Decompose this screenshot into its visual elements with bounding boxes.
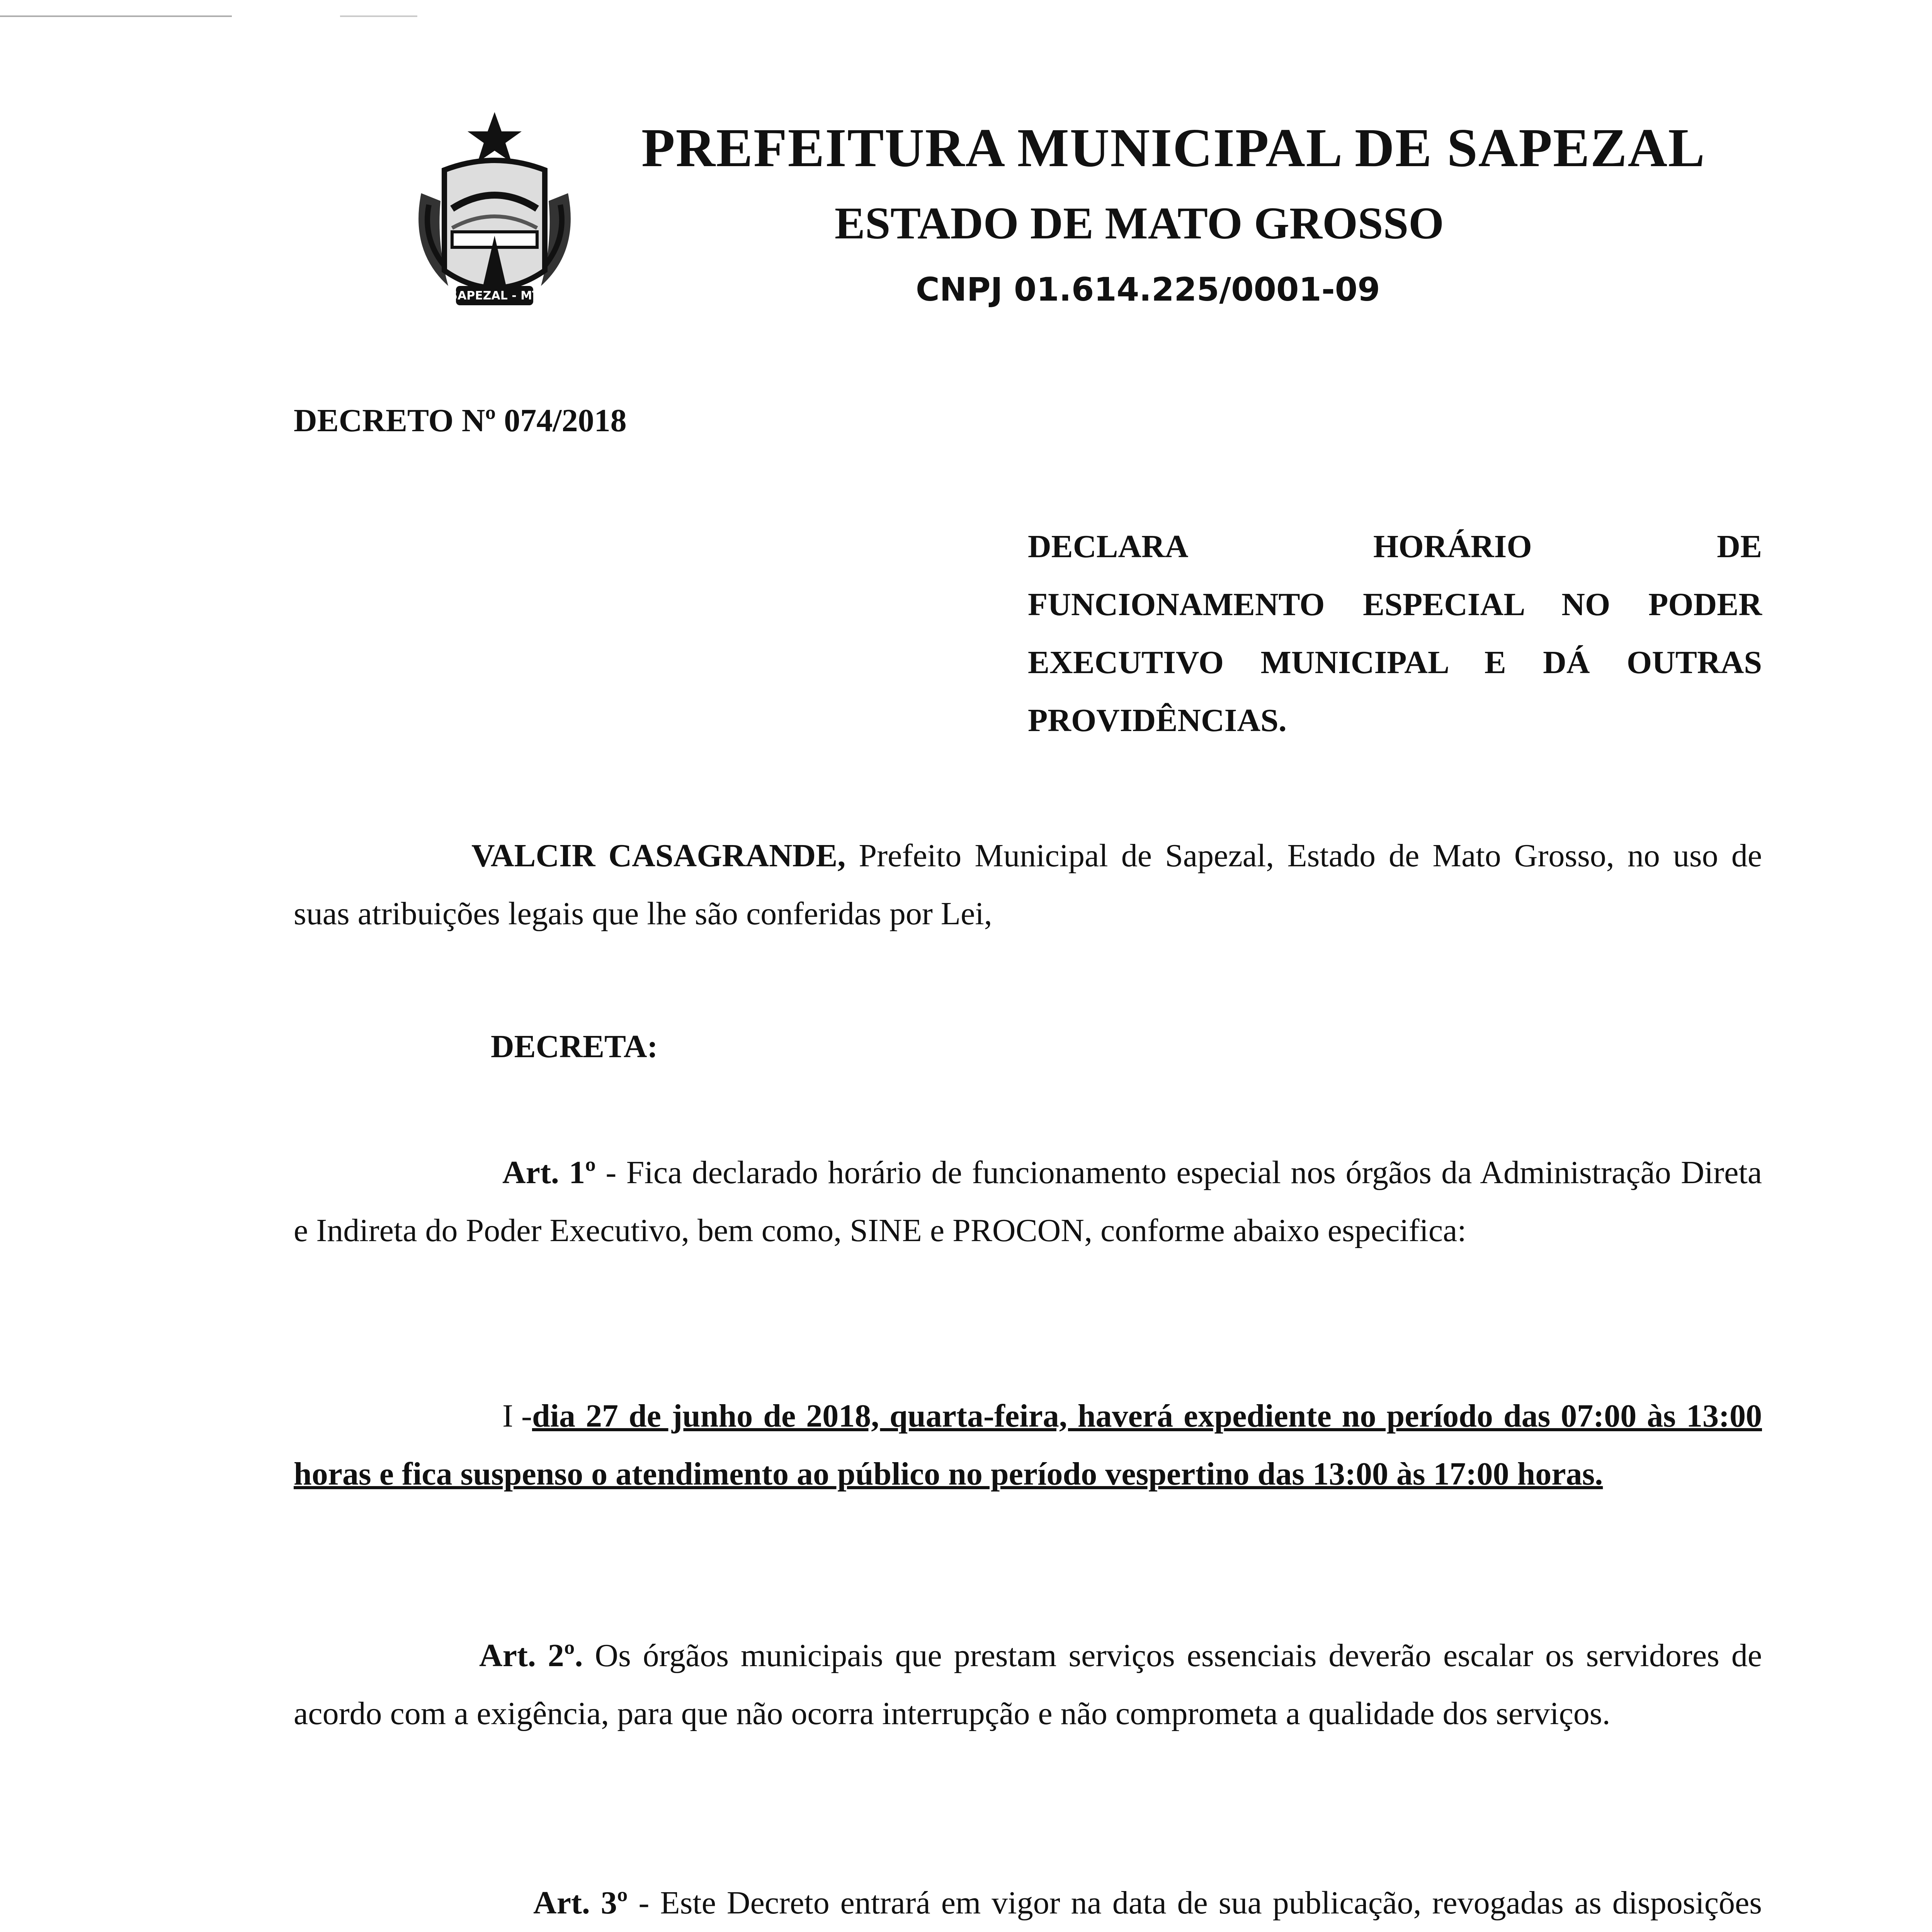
municipal-crest-icon — [394, 104, 595, 336]
mayor-name: VALCIR CASAGRANDE, — [471, 838, 846, 874]
article-1-item-i — [294, 1387, 1762, 1503]
header-title: PREFEITURA MUNICIPAL DE SAPEZAL — [641, 117, 1706, 178]
scan-artifact-line — [340, 15, 417, 17]
ementa-word: DECLARA — [1028, 529, 1189, 565]
article-3-text: - Este Decreto entrará em vigor na data de sua publicação, revogadas as disposições — [638, 1885, 1762, 1921]
ementa-first-line — [1028, 518, 1762, 576]
decree-number: DECRETO Nº 074/2018 — [294, 403, 627, 439]
ementa-rest: FUNCIONAMENTO ESPECIAL NO PODER EXECUTIVO MUNICIPAL E DÁ OUTRAS PROVIDÊNCIAS. — [1028, 587, 1762, 738]
article-3 — [294, 1874, 1762, 1932]
scan-artifact-line — [0, 15, 232, 17]
item-i-label: I - — [502, 1398, 532, 1434]
ementa-word: HORÁRIO — [1373, 529, 1532, 565]
crest-ribbon-text: SAPEZAL - MT — [449, 289, 540, 303]
article-2-text: Os órgãos municipais que prestam serviços essenciais deverão escalar os servidores de acordo com a exigência, para que não ocorra interrupção e não comprometa a qualidade dos serviços. — [294, 1638, 1762, 1731]
ementa-word: DE — [1717, 529, 1762, 565]
preamble-text: Prefeito Municipal de Sapezal, Estado de Mato Grosso, no uso de suas atribuições legais que lhe são conferidas por Lei, — [294, 838, 1762, 932]
item-i-text: dia 27 de junho de 2018, quarta-feira, haverá expediente no período das 07:00 às 13:00 horas e fica suspenso o atendimento ao público no período vespertino das 13:00 às 17:00 horas. — [294, 1398, 1762, 1492]
decreta-heading: DECRETA: — [491, 1029, 658, 1065]
article-1-text: - Fica declarado horário de funcionamento especial nos órgãos da Administração Direta e Indireta do Poder Executivo, bem como, SINE e PROCON, conforme abaixo especifica: — [294, 1155, 1762, 1248]
preamble-paragraph — [294, 827, 1762, 943]
article-2-label: Art. 2º. — [479, 1638, 583, 1673]
article-1 — [294, 1144, 1762, 1260]
decree-ementa — [1028, 518, 1762, 750]
article-1-label: Art. 1º — [502, 1155, 596, 1190]
header-state: ESTADO DE MATO GROSSO — [835, 198, 1444, 248]
article-2 — [294, 1627, 1762, 1743]
article-3-label: Art. 3º — [533, 1885, 628, 1921]
header-cnpj: CNPJ 01.614.225/0001-09 — [916, 270, 1380, 308]
